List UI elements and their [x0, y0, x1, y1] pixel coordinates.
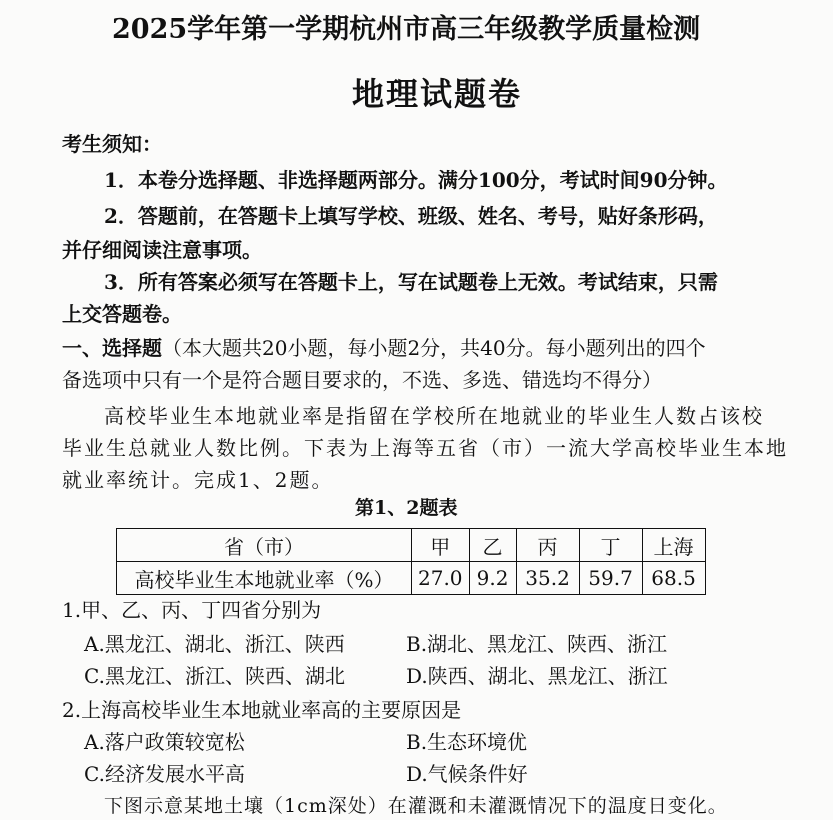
question-1-option-b[interactable]: B.湖北、黑龙江、陕西、浙江	[406, 632, 668, 656]
table-column-header: 上海	[642, 529, 705, 562]
section-1-line-1	[62, 334, 706, 362]
notice-item-1: 1．本卷分选择题、非选择题两部分。满分100分，考试时间90分钟。	[104, 168, 728, 192]
question-2-option-b[interactable]: B.生态环境优	[406, 730, 528, 754]
question-1-option-a[interactable]: A.黑龙江、湖北、浙江、陕西	[84, 632, 345, 656]
notice-heading: 考生须知：	[62, 132, 162, 156]
question-2-option-d[interactable]: D.气候条件好	[406, 762, 528, 786]
table-cell: 59.7	[579, 562, 642, 595]
notice-item-2-line-1: 2．答题前，在答题卡上填写学校、班级、姓名、考号，贴好条形码，	[104, 204, 718, 228]
paper-title: 地理试题卷	[352, 75, 523, 113]
question-1-stem: 1.甲、乙、丙、丁四省分别为	[62, 598, 322, 622]
next-material-line: 下图示意某地土壤（1cm深处）在灌溉和未灌溉情况下的温度日变化。	[104, 795, 728, 817]
question-2-stem: 2.上海高校毕业生本地就业率高的主要原因是	[62, 698, 462, 722]
material-line-2: 毕业生总就业人数比例。下表为上海等五省（市）一流大学高校毕业生本地	[62, 436, 788, 460]
section-1-description-line-2: 备选项中只有一个是符合题目要求的，不选、多选、错选均不得分）	[62, 368, 662, 392]
question-2-option-a[interactable]: A.落户政策较宽松	[84, 730, 245, 754]
exam-title: 2025学年第一学期杭州市高三年级教学质量检测	[112, 14, 701, 45]
table-cell: 35.2	[516, 562, 579, 595]
table-column-header: 乙	[469, 529, 516, 562]
table-row-header-province: 省（市）	[117, 529, 412, 562]
table-column-header: 丙	[516, 529, 579, 562]
material-line-1: 高校毕业生本地就业率是指留在学校所在地就业的毕业生人数占该校	[104, 404, 764, 428]
question-2-option-c[interactable]: C.经济发展水平高	[84, 762, 245, 786]
table-column-header: 丁	[579, 529, 642, 562]
employment-rate-table	[116, 528, 706, 595]
material-line-3: 就业率统计。完成1、2题。	[62, 468, 334, 492]
section-1-heading: 一、选择题	[62, 336, 162, 360]
question-1-option-c[interactable]: C.黑龙江、浙江、陕西、湖北	[84, 664, 345, 688]
table-header-row	[117, 529, 706, 562]
table-cell: 9.2	[469, 562, 516, 595]
table-cell: 68.5	[642, 562, 705, 595]
notice-item-3-line-2: 上交答题卷。	[62, 302, 182, 326]
section-1-description: （本大题共20小题，每小题2分，共40分。每小题列出的四个	[162, 336, 706, 360]
table-caption: 第1、2题表	[355, 497, 458, 519]
notice-item-2-line-2: 并仔细阅读注意事项。	[62, 238, 262, 262]
notice-item-3-line-1: 3．所有答案必须写在答题卡上，写在试题卷上无效。考试结束，只需	[104, 270, 718, 294]
table-data-row	[117, 562, 706, 595]
table-cell: 27.0	[412, 562, 470, 595]
question-1-option-d[interactable]: D.陕西、湖北、黑龙江、浙江	[406, 664, 668, 688]
table-row-header-rate: 高校毕业生本地就业率（%）	[117, 562, 412, 595]
table-column-header: 甲	[412, 529, 470, 562]
